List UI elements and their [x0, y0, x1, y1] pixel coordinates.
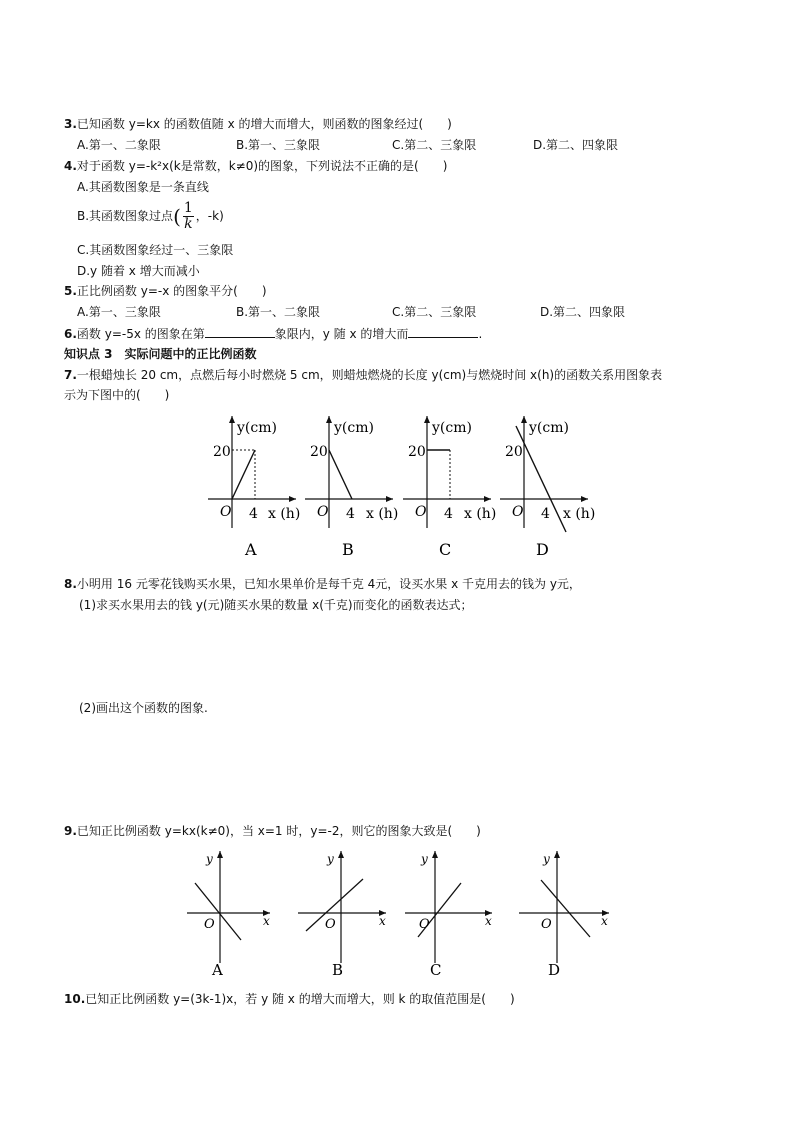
q5-option-c: C.第二、三象限 [392, 305, 477, 319]
q6-text-c: . [478, 327, 483, 341]
y-axis-label: y(cm) [334, 420, 374, 436]
q9-label-d: D [548, 961, 561, 979]
x-axis-label: x (h) [268, 506, 301, 522]
q4-option-d: D.y 随着 x 增大而减小 [77, 264, 200, 278]
q9-graph-c [405, 851, 492, 963]
y-tick-20: 20 [310, 444, 328, 460]
q3-option-b: B.第一、三象限 [236, 138, 321, 152]
q4-number: 4. [64, 159, 77, 173]
q5-option-b: B.第一、二象限 [236, 305, 321, 319]
q3-number: 3. [64, 117, 77, 131]
q9-graph-b [298, 851, 386, 963]
x-axis-label: x (h) [366, 506, 399, 522]
q4-fraction [183, 201, 194, 232]
q9-label-c: C [430, 961, 442, 979]
q3-option-a: A.第一、二象限 [77, 138, 161, 152]
origin-label: O [415, 504, 427, 520]
y-axis-label: y(cm) [237, 420, 277, 436]
fraction-denominator: k [184, 216, 193, 232]
q8-part1: (1)求买水果用去的钱 y(元)随买水果的数量 x(千克)而变化的函数表达式； [79, 598, 473, 612]
q10-number: 10. [64, 992, 86, 1006]
q7-text-1: 一根蜡烛长 20 cm，点燃后每小时燃烧 5 cm，则蜡烛燃烧的长度 y(cm)与燃烧时间 x(h)的函数关系用图象表 [76, 368, 663, 382]
q3-option-d: D.第二、四象限 [533, 138, 619, 152]
graph-line [232, 450, 255, 499]
x-axis-label: x [601, 914, 608, 928]
q5-option-d: D.第二、四象限 [540, 305, 626, 319]
q8-stem [64, 576, 581, 592]
q7-graph-a [208, 416, 300, 528]
q9-label-a: A [212, 961, 223, 979]
y-axis-label: y(cm) [529, 420, 569, 436]
x-tick-4: 4 [249, 506, 258, 522]
q9-text: 已知正比例函数 y=kx(k≠0)，当 x=1 时，y=-2，则它的图象大致是( ) [76, 824, 481, 838]
origin-label: O [220, 504, 232, 520]
y-tick-20: 20 [213, 444, 231, 460]
x-axis-label: x [485, 914, 492, 928]
q9-stem [64, 823, 481, 839]
x-axis-label: x [379, 914, 386, 928]
x-tick-4: 4 [541, 506, 550, 522]
fraction-numerator: 1 [183, 200, 193, 216]
q4-option-b-prefix: B.其函数图象过点 [77, 209, 174, 223]
q7-label-b: B [342, 540, 354, 559]
origin-label: O [325, 917, 336, 932]
origin-label: O [204, 917, 215, 932]
q7-graphs [0, 408, 794, 588]
q5-stem [64, 283, 267, 299]
q7-label-a: A [245, 540, 257, 559]
y-axis-label: y [206, 852, 213, 866]
x-tick-4: 4 [346, 506, 355, 522]
q9-graph-a [187, 851, 270, 963]
q7-number: 7. [64, 368, 77, 382]
q5-number: 5. [64, 284, 77, 298]
q7-stem-line2: 示为下图中的( ) [64, 388, 170, 402]
q6-stem [64, 325, 482, 342]
origin-label: O [512, 504, 524, 520]
q4-option-c: C.其函数图象经过一、三象限 [77, 243, 234, 257]
q9-graph-d [519, 851, 609, 963]
x-axis-label: x (h) [563, 506, 596, 522]
q5-text: 正比例函数 y=-x 的图象平分( ) [76, 284, 267, 298]
left-paren: ( [173, 204, 181, 229]
q6-text-a: 函数 y=-5x 的图象在第 [76, 327, 205, 341]
q6-number: 6. [64, 327, 77, 341]
graph-line [195, 883, 241, 940]
y-axis-label: y [543, 852, 550, 866]
y-axis-label: y [327, 852, 334, 866]
q7-graph-d [500, 416, 595, 532]
q9-label-b: B [332, 961, 344, 979]
x-axis-label: x (h) [464, 506, 497, 522]
q10-stem [64, 991, 515, 1007]
q7-stem-line1 [64, 367, 662, 383]
q4-option-a: A.其函数图象是一条直线 [77, 180, 209, 194]
q6-text-b: 象限内，y 随 x 的增大而 [274, 327, 409, 341]
y-tick-20: 20 [408, 444, 426, 460]
q7-label-d: D [536, 540, 549, 559]
q9-graphs [0, 845, 794, 985]
q7-label-c: C [439, 540, 452, 559]
q4-stem [64, 158, 447, 174]
q3-text: 已知函数 y=kx 的函数值随 x 的增大而增大，则函数的图象经过( ) [76, 117, 452, 131]
origin-label: O [317, 504, 329, 520]
x-axis-label: x [263, 914, 270, 928]
origin-label: O [419, 917, 430, 932]
answer-blank-1[interactable] [205, 325, 275, 338]
q3-option-c: C.第二、三象限 [392, 138, 477, 152]
q8-part2: (2)画出这个函数的图象. [79, 701, 208, 715]
q8-number: 8. [64, 577, 77, 591]
q4-option-b-suffix: ，-k) [195, 209, 224, 223]
x-tick-4: 4 [444, 506, 453, 522]
q4-text: 对于函数 y=-k²x(k是常数，k≠0)的图象，下列说法不正确的是( ) [76, 159, 448, 173]
q4-option-b [77, 198, 224, 235]
y-tick-20: 20 [505, 444, 523, 460]
y-axis-label: y [421, 852, 428, 866]
q3-stem [64, 116, 452, 132]
q8-text: 小明用 16 元零花钱购买水果，已知水果单价是每千克 4元，设买水果 x 千克用去的钱为 y元， [76, 577, 581, 591]
answer-blank-2[interactable] [408, 325, 478, 338]
y-axis-label: y(cm) [432, 420, 472, 436]
q7-graph-c [403, 416, 496, 528]
section-heading: 知识点 3 实际问题中的正比例函数 [64, 347, 257, 361]
q5-option-a: A.第一、三象限 [77, 305, 161, 319]
q7-graph-b [305, 416, 398, 528]
q10-text: 已知正比例函数 y=(3k-1)x，若 y 随 x 的增大而增大，则 k 的取值范围是( ) [85, 992, 515, 1006]
origin-label: O [541, 917, 552, 932]
q9-number: 9. [64, 824, 77, 838]
graph-line [329, 450, 352, 499]
